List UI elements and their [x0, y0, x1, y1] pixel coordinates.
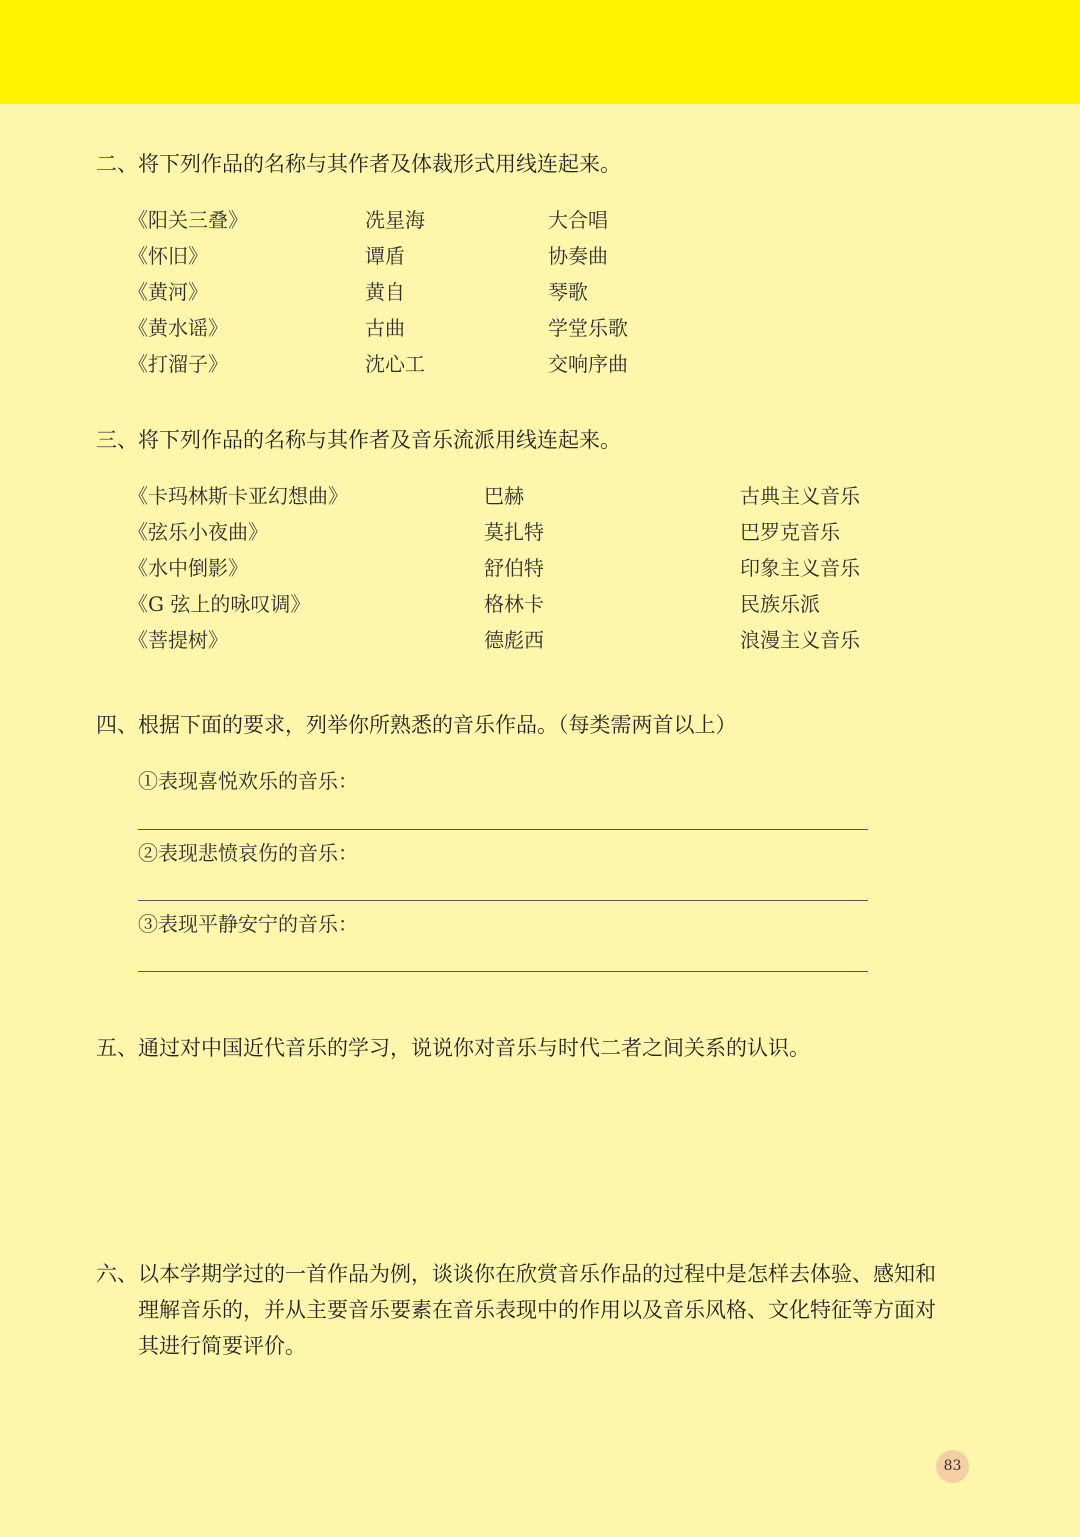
- q2-genre: 协奏曲: [548, 244, 608, 268]
- q4-prompt-calm: ③表现平静安宁的音乐：: [138, 912, 358, 936]
- q2-work: 《阳关三叠》: [128, 208, 248, 232]
- q4-answer-line-3[interactable]: [138, 971, 868, 972]
- q2-genre: 学堂乐歌: [548, 316, 628, 340]
- q4-answer-line-2[interactable]: [138, 900, 868, 901]
- q2-author: 黄自: [365, 280, 405, 304]
- question-6-line-2: 理解音乐的，并从主要音乐要素在音乐表现中的作用以及音乐风格、文化特征等方面对: [138, 1298, 936, 1322]
- q3-author: 德彪西: [484, 628, 544, 652]
- q3-work: 《卡玛林斯卡亚幻想曲》: [128, 484, 348, 508]
- q2-author: 冼星海: [365, 208, 425, 232]
- q3-school: 浪漫主义音乐: [740, 628, 860, 652]
- question-3-title: 三、将下列作品的名称与其作者及音乐流派用线连起来。: [96, 428, 621, 452]
- q3-work: 《G 弦上的咏叹调》: [128, 592, 311, 616]
- q3-school: 民族乐派: [740, 592, 820, 616]
- q3-author: 舒伯特: [484, 556, 544, 580]
- q2-work: 《怀旧》: [128, 244, 208, 268]
- question-2-title: 二、将下列作品的名称与其作者及体裁形式用线连起来。: [96, 152, 621, 176]
- question-4-title: 四、根据下面的要求，列举你所熟悉的音乐作品。（每类需两首以上）: [96, 713, 737, 737]
- header-band: [0, 0, 1080, 104]
- q3-school: 印象主义音乐: [740, 556, 860, 580]
- q4-prompt-joyful: ①表现喜悦欢乐的音乐：: [138, 769, 358, 793]
- q2-author: 沈心工: [365, 352, 425, 376]
- q3-school: 巴罗克音乐: [740, 520, 840, 544]
- q2-work: 《黄水谣》: [128, 316, 228, 340]
- q2-author: 谭盾: [365, 244, 405, 268]
- q3-work: 《弦乐小夜曲》: [128, 520, 268, 544]
- q2-genre: 琴歌: [548, 280, 588, 304]
- q3-work: 《水中倒影》: [128, 556, 248, 580]
- q2-work: 《打溜子》: [128, 352, 228, 376]
- q2-genre: 交响序曲: [548, 352, 628, 376]
- question-5-title: 五、通过对中国近代音乐的学习，说说你对音乐与时代二者之间关系的认识。: [96, 1036, 810, 1060]
- q3-school: 古典主义音乐: [740, 484, 860, 508]
- page-number: 83: [936, 1450, 969, 1483]
- q4-prompt-sad: ②表现悲愤哀伤的音乐：: [138, 841, 358, 865]
- q3-author: 巴赫: [484, 484, 524, 508]
- q3-work: 《菩提树》: [128, 628, 228, 652]
- q2-work: 《黄河》: [128, 280, 208, 304]
- q3-author: 格林卡: [484, 592, 544, 616]
- question-6-line-3: 其进行简要评价。: [138, 1334, 306, 1358]
- q4-answer-line-1[interactable]: [138, 829, 868, 830]
- q2-author: 古曲: [365, 316, 405, 340]
- q3-author: 莫扎特: [484, 520, 544, 544]
- q2-genre: 大合唱: [548, 208, 608, 232]
- question-6-line-1: 六、以本学期学过的一首作品为例，谈谈你在欣赏音乐作品的过程中是怎样去体验、感知和: [96, 1262, 936, 1286]
